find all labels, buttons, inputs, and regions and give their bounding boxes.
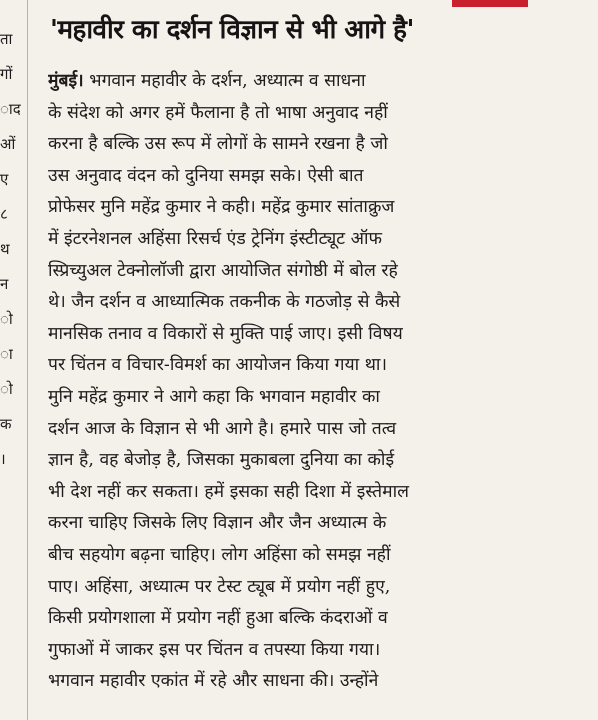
- fragment: ा: [0, 345, 13, 363]
- adjacent-column: [0, 22, 26, 477]
- article-line: प्रोफेसर मुनि महेंद्र कुमार ने कही। महेंद्र कुमार सांताक्रुज: [48, 197, 395, 218]
- article-line: दर्शन आज के विज्ञान से भी आगे है। हमारे पास जो तत्व: [48, 418, 397, 439]
- article-line: करना है बल्कि उस रूप में लोगों के सामने रखना है जो: [48, 134, 388, 155]
- article-line: ज्ञान है, वह बेजोड़ है, जिसका मुकाबला दुनिया का कोई: [48, 450, 395, 471]
- red-accent-bar: [452, 0, 528, 7]
- column-divider: [27, 0, 28, 720]
- article-line: में इंटरनेशनल अहिंसा रिसर्च एंड ट्रेनिंग इंस्टीट्यूट ऑफ: [48, 228, 383, 249]
- headline: 'महावीर का दर्शन विज्ञान से भी आगे है': [50, 15, 414, 45]
- article-line: स्प्रिच्युअल टेक्नोलॉजी द्वारा आयोजित संगोष्ठी में बोल रहे: [48, 260, 398, 281]
- article-line: मानसिक तनाव व विकारों से मुक्ति पाई जाए। इसी विषय: [48, 323, 403, 344]
- fragment: ाद: [0, 100, 21, 118]
- fragment: ए: [0, 170, 9, 188]
- fragment: क: [0, 415, 12, 433]
- fragment: ।: [0, 450, 6, 468]
- article-line: थे। जैन दर्शन व आध्यात्मिक तकनीक के गठजोड़ से कैसे: [48, 292, 401, 313]
- article-line: बीच सहयोग बढ़ना चाहिए। लोग अहिंसा को समझ नहीं: [48, 544, 391, 565]
- article-line: भगवान महावीर एकांत में रहे और साधना की। उन्होंने: [48, 671, 379, 692]
- article-body: [48, 66, 588, 698]
- fragment: ता: [0, 30, 13, 48]
- article-line: किसी प्रयोगशाला में प्रयोग नहीं हुआ बल्कि कंदराओं व: [48, 608, 388, 629]
- article-line: के संदेश को अगर हमें फैलाना है तो भाषा अनुवाद नहीं: [48, 102, 388, 123]
- fragment: ो: [0, 380, 13, 398]
- article-line: गुफाओं में जाकर इस पर चिंतन व तपस्या किया गया।: [48, 639, 381, 660]
- article-line: उस अनुवाद वंदन को दुनिया समझ सके। ऐसी बात: [48, 165, 364, 186]
- fragment: गों: [0, 65, 13, 83]
- line-text: भगवान महावीर के दर्शन, अध्यात्म व साधना: [89, 71, 366, 91]
- article-line: पाए। अहिंसा, अध्यात्म पर टेस्ट ट्यूब में प्रयोग नहीं हुए,: [48, 576, 391, 597]
- dateline: मुंबई।: [48, 71, 84, 91]
- fragment: थ: [0, 240, 10, 258]
- article-line: [48, 66, 588, 98]
- fragment: न: [0, 275, 9, 293]
- article-line: करना चाहिए जिसके लिए विज्ञान और जैन अध्यात्म के: [48, 513, 387, 534]
- fragment: ो: [0, 310, 13, 328]
- fragment: ओं: [0, 135, 16, 153]
- article-line: भी देश नहीं कर सकता। हमें इसका सही दिशा में इस्तेमाल: [48, 481, 409, 502]
- article-line: पर चिंतन व विचार-विमर्श का आयोजन किया गया था।: [48, 355, 388, 376]
- article-line: मुनि महेंद्र कुमार ने आगे कहा कि भगवान महावीर का: [48, 386, 380, 407]
- fragment: ८: [0, 205, 8, 223]
